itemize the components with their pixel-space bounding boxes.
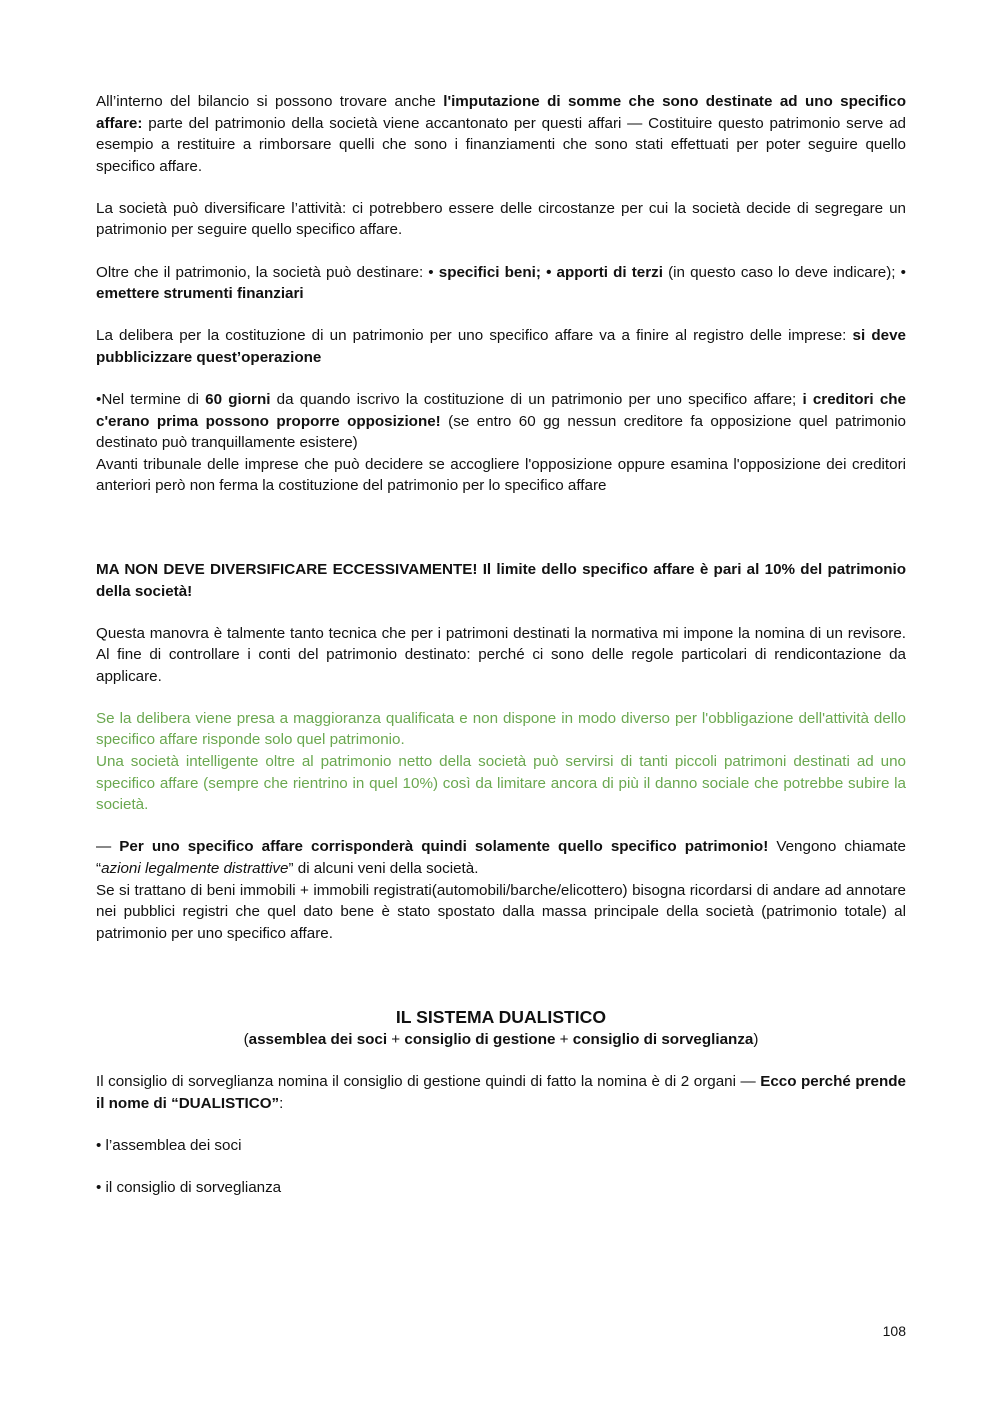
paragraph-destinare <box>96 262 906 305</box>
bold-run: emettere strumenti finanziari <box>96 285 304 303</box>
list-item: • l’assemblea dei soci <box>96 1137 242 1155</box>
text-run: parte del patrimonio della società viene accantonato per questi affari — Costituire questo patrimonio serve ad esempio a restituire a rimborsare quelli che sono i finanziamenti che sono stati effettuati per poter seguire quello specifico affare. <box>96 114 906 175</box>
paragraph-maggioranza: Se la delibera viene presa a maggioranza qualificata e non dispone in modo diverso per l'obbligazione dell'attività dello specifico affare risponde solo quel patrimonio. <box>96 709 906 749</box>
bold-run: Per uno specifico affare corrisponderà quindi solamente quello specifico patrimonio! <box>119 838 769 856</box>
paragraph-azioni-distrattive <box>96 836 906 879</box>
bold-run: l'imputazione di somme che sono destinate ad uno specifico affare: <box>96 93 906 132</box>
text-run: ) <box>753 1031 759 1049</box>
bold-run: consiglio di gestione <box>404 1031 556 1049</box>
text-run: •Nel termine di <box>96 390 206 408</box>
paragraph-tribunale: Avanti tribunale delle imprese che può decidere se accogliere l'opposizione oppure esamina l'opposizione dei creditori anteriori però non ferma la costituzione del patrimonio per lo specifico affare <box>96 455 906 495</box>
text-run: La delibera per la costituzione di un patrimonio per uno specifico affare va a finire al registro delle imprese: <box>96 327 853 345</box>
text-run: : <box>279 1095 284 1112</box>
bold-run: specifici beni; • apporti di terzi <box>438 263 663 281</box>
italic-run: azioni legalmente distrattive <box>101 859 289 877</box>
text-run: (se entro 60 gg nessun creditore fa opposizione quel patrimonio destinato può tranquillamente esistere) <box>96 412 906 452</box>
text-run: + <box>555 1031 573 1049</box>
text-run: Oltre che il patrimonio, la società può destinare: • <box>96 263 439 281</box>
text-run: All’interno del bilancio si possono trovare anche <box>96 93 444 110</box>
bold-run: i creditori che c'erano prima possono proporre opposizione! <box>96 390 906 430</box>
bold-run: si deve pubblicizzare quest’operazione <box>96 327 906 366</box>
paragraph-delibera <box>96 325 906 368</box>
bold-run: MA NON DEVE DIVERSIFICARE ECCESSIVAMENTE! Il limite dello specifico affare è pari al 10% del patrimonio della società! <box>96 560 906 600</box>
text-run: (in questo caso lo deve indicare); • <box>662 263 906 281</box>
text-run: ” di alcuni veni della società. <box>288 859 479 877</box>
paragraph-imputazione <box>96 91 906 177</box>
text-run: Il consiglio di sorveglianza nomina il consiglio di gestione quindi di fatto la nomina è di 2 organi — <box>96 1073 761 1091</box>
text-run: — <box>96 838 120 856</box>
text-run: + <box>387 1031 405 1049</box>
section-title: IL SISTEMA DUALISTICO <box>395 1007 607 1028</box>
bold-run: Ecco perché prende il nome di “DUALISTICO” <box>96 1073 906 1112</box>
list-item: • il consiglio di sorveglianza <box>96 1179 282 1197</box>
section-subtitle <box>96 1029 906 1051</box>
page-content <box>96 91 906 1199</box>
text-run: Vengono chiamate “ <box>96 838 906 877</box>
text-run: ( <box>243 1031 249 1049</box>
paragraph-beni-immobili: Se si trattano di beni immobili + immobili registrati(automobili/barche/elicottero) bisogna ricordarsi di andare ad annotare nei pubblici registri che quel dato bene è stato spostato dalla massa principale della società (patrimonio totale) al patrimonio per uno specifico affare. <box>96 881 906 942</box>
paragraph-diversificare: La società può diversificare l’attività: ci potrebbero essere delle circostanze per cui la società decide di segregare un patrimonio per seguire quello specifico affare. <box>96 199 906 239</box>
paragraph-dualistico-intro <box>96 1071 906 1114</box>
paragraph-limite-10 <box>96 559 906 602</box>
paragraph-revisore: Questa manovra è talmente tanto tecnica che per i patrimoni destinati la normativa mi impone la nomina di un revisore. Al fine di controllare i conti del patrimonio destinato: perché ci sono delle regole particolari di rendicontazione da applicare. <box>96 624 906 685</box>
paragraph-60-giorni <box>96 389 906 454</box>
bold-run: 60 giorni <box>205 390 271 408</box>
bold-run: consiglio di sorveglianza <box>572 1031 754 1049</box>
bold-run: assemblea dei soci <box>248 1031 388 1049</box>
text-run: da quando iscrivo la costituzione di un patrimonio per uno specifico affare; <box>270 390 803 408</box>
paragraph-societa-intelligente: Una società intelligente oltre al patrimonio netto della società può servirsi di tanti piccoli patrimoni destinati ad uno specifico affare (sempre che rientrino in quel 10%) così da limitare ancora di più il danno sociale che potrebbe subire la società. <box>96 753 906 814</box>
page-number: 108 <box>882 1323 906 1339</box>
